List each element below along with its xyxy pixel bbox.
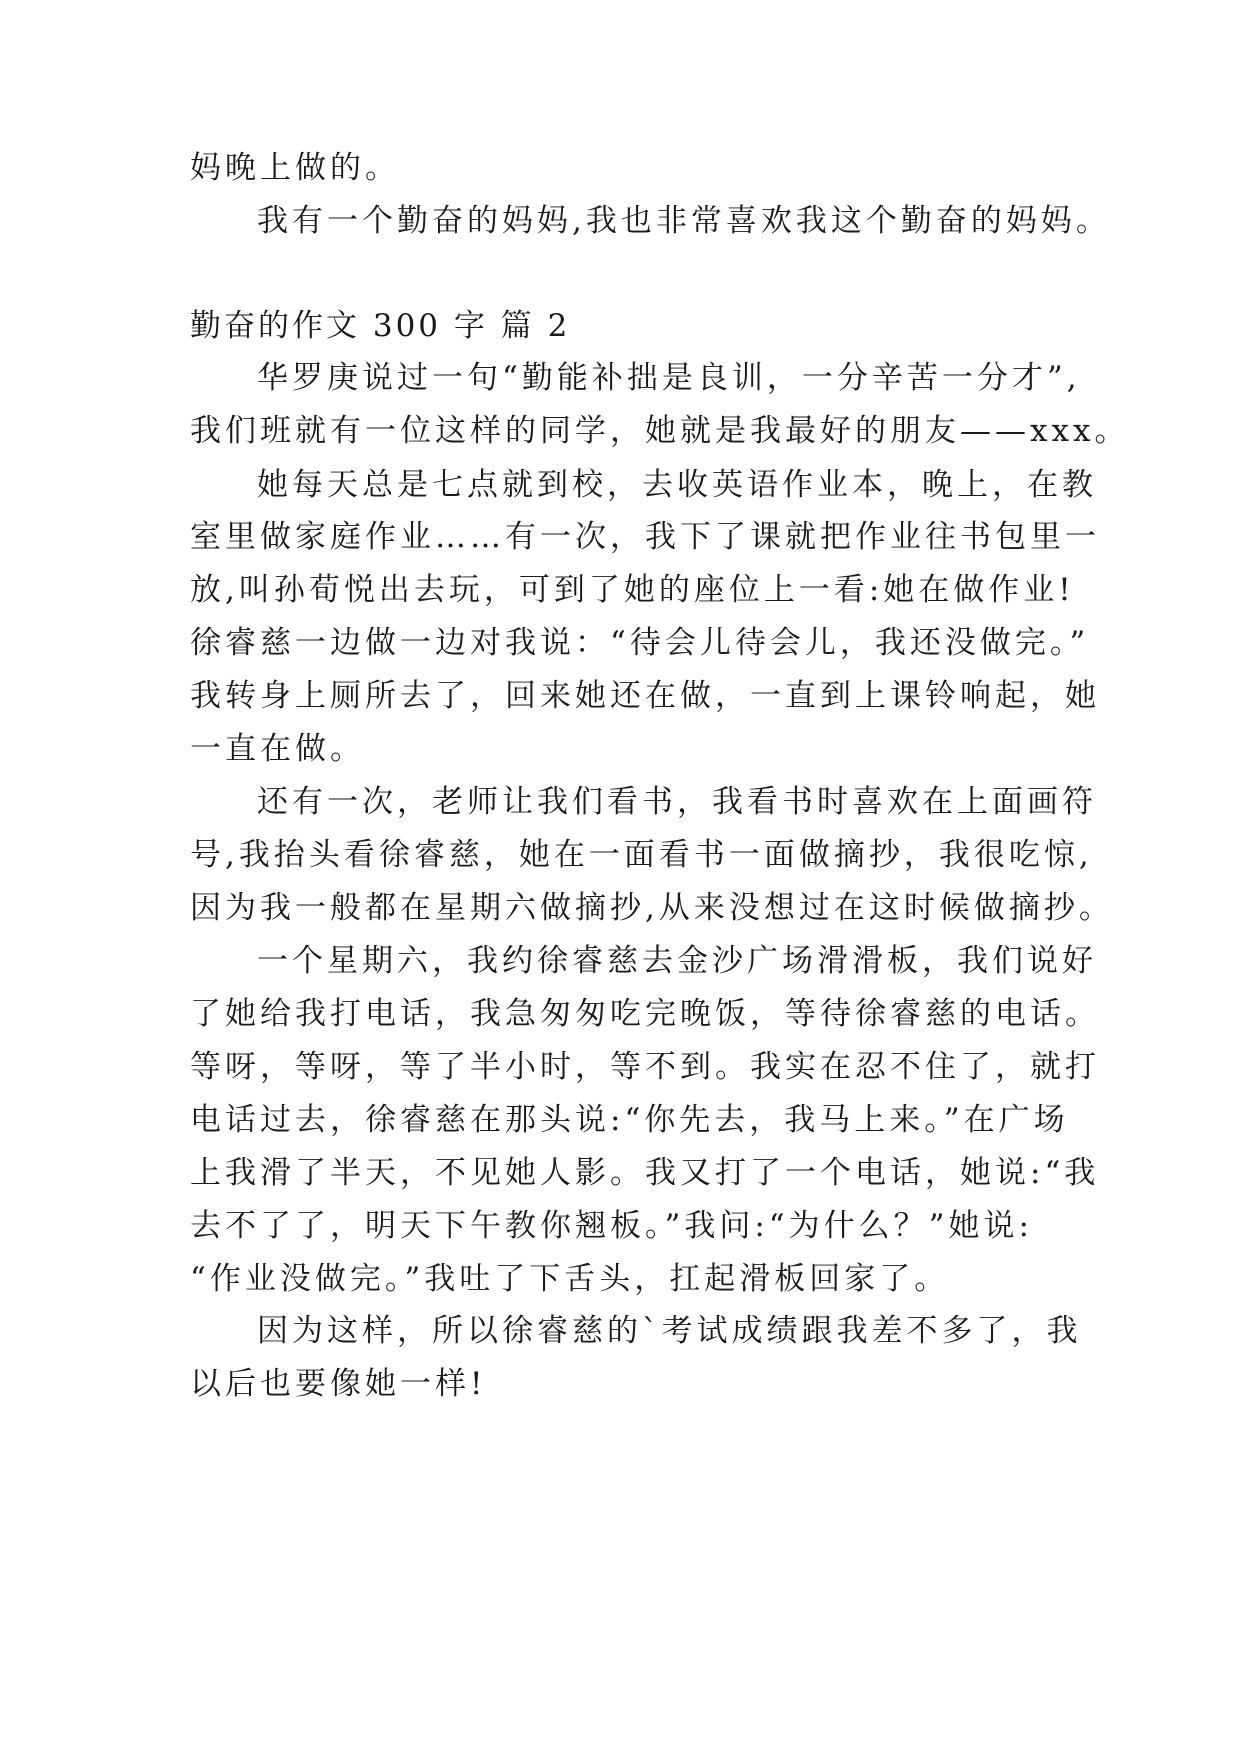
text-line: 徐睿慈一边做一边对我说：“待会儿待会儿，我还没做完。” [190,625,1090,661]
text-line: 以后也要像她一样! [190,1366,487,1402]
section-heading: 勤奋的作文 300 字 篇 2 [190,308,571,344]
text-line: 还有一次，老师让我们看书，我看书时喜欢在上面画符 [257,784,1097,820]
text-line: 一个星期六，我约徐睿慈去金沙广场滑滑板，我们说好 [257,943,1097,979]
text-line: 因为这样，所以徐睿慈的`考试成绩跟我差不多了，我 [257,1313,1082,1349]
text-line: 她每天总是七点就到校，去收英语作业本，晚上，在教 [257,467,1097,503]
text-line: 妈晚上做的。 [190,150,400,186]
text-line: 我们班就有一位这样的同学，她就是我最好的朋友——xxx。 [190,413,1130,449]
text-line: 去不了了，明天下午教你翘板。”我问:“为什么？”她说: [190,1208,1033,1244]
text-line: 电话过去，徐睿慈在那头说:“你先去，我马上来。”在广场 [190,1102,1069,1138]
text-line: 等呀，等呀，等了半小时，等不到。我实在忍不住了，就打 [190,1049,1100,1085]
text-line: 室里做家庭作业……有一次，我下了课就把作业往书包里一 [190,519,1100,555]
text-line: 我有一个勤奋的妈妈,我也非常喜欢我这个勤奋的妈妈。 [257,203,1111,239]
text-line: 我转身上厕所去了，回来她还在做，一直到上课铃响起，她 [190,678,1100,714]
text-line: 因为我一般都在星期六做摘抄,从来没想过在这时候做摘抄。 [190,890,1114,926]
text-line: “作业没做完。”我吐了下舌头，扛起滑板回家了。 [190,1261,950,1297]
text-line: 号,我抬头看徐睿慈，她在一面看书一面做摘抄，我很吃惊, [190,837,1093,873]
text-line: 上我滑了半天，不见她人影。我又打了一个电话，她说:“我 [190,1155,1100,1191]
text-line: 一直在做。 [190,731,365,767]
text-line: 华罗庚说过一句“勤能补拙是良训，一分辛苦一分才”, [257,360,1081,396]
text-line: 了她给我打电话，我急匆匆吃完晚饭，等待徐睿慈的电话。 [190,996,1100,1032]
text-line: 放,叫孙荀悦出去玩，可到了她的座位上一看:她在做作业! [190,572,1075,608]
